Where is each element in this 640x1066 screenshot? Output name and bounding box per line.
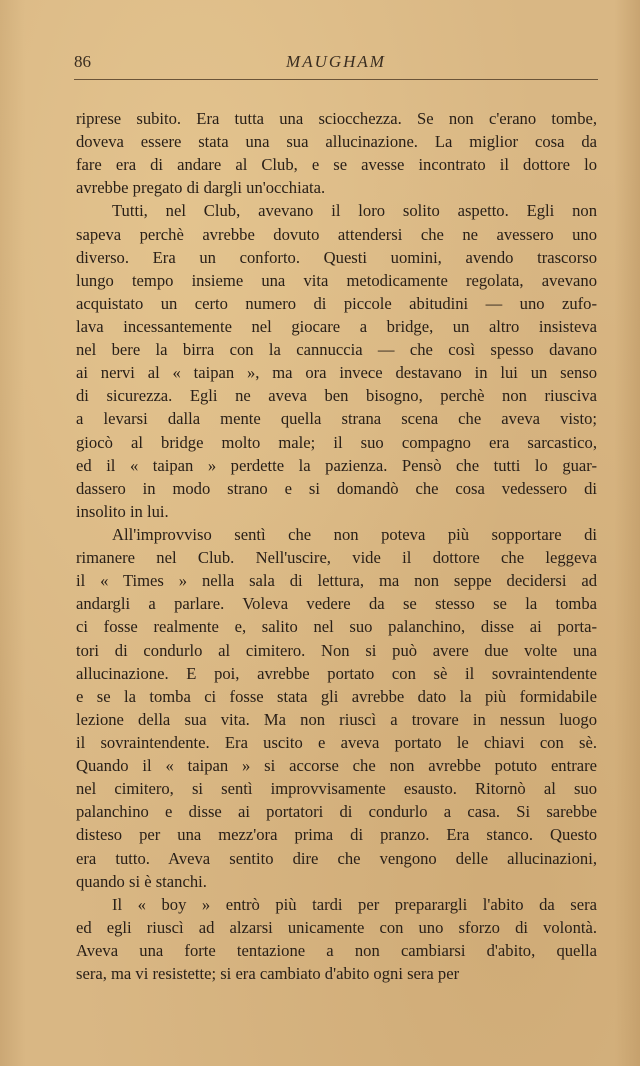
text-line: palanchino e disse ai portatori di condurlo a casa. Si sarebbe — [76, 802, 597, 822]
text-line: Tutti, nel Club, avevano il loro solito aspetto. Egli non — [112, 201, 597, 221]
text-line: nel cimitero, si sentì improvvisamente esausto. Ritornò al suo — [76, 779, 597, 799]
text-line: ai nervi al « taipan », ma ora invece destavano in lui un senso — [76, 363, 597, 383]
text-line: lungo tempo insieme una vita metodicamente regolata, avevano — [76, 270, 597, 290]
text-line: andargli a parlare. Voleva vedere da se stesso se la tomba — [76, 594, 597, 614]
text-line: ci fosse realmente e, salito nel suo palanchino, disse ai porta- — [76, 617, 597, 637]
text-line: lava incessantemente nel giocare a bridge, un altro insisteva — [76, 316, 597, 336]
running-title: MAUGHAM — [286, 52, 386, 71]
header-rule — [74, 79, 598, 80]
text-line: acquistato un certo numero di piccole abitudini — uno zufo- — [76, 293, 597, 313]
text-line: ed egli riuscì ad alzarsi unicamente con uno sforzo di volontà. — [76, 917, 597, 937]
text-line: avrebbe pregato di dargli un'occhiata. — [76, 178, 326, 198]
text-line: insolito in lui. — [76, 501, 169, 521]
text-line: giocò al bridge molto male; il suo compagno era sarcastico, — [76, 432, 597, 452]
text-line: disteso per una mezz'ora prima di pranzo. Era stanco. Questo — [76, 825, 597, 845]
page-header — [74, 50, 598, 76]
text-line: tori di condurlo al cimitero. Non si può avere due volte una — [76, 640, 597, 660]
body-text — [76, 107, 597, 985]
text-line: il « Times » nella sala di lettura, ma non seppe decidersi ad — [76, 571, 597, 591]
text-line: Il « boy » entrò più tardi per preparargli l'abito da sera — [112, 894, 597, 914]
paragraph — [76, 199, 597, 523]
text-line: dassero in modo strano e si domandò che cosa vedessero di — [76, 478, 597, 498]
paragraph — [76, 107, 597, 199]
text-line: allucinazione. E poi, avrebbe portato con sè il sovraintendente — [76, 663, 597, 683]
text-line: nel bere la birra con la cannuccia — che così spesso davano — [76, 340, 597, 360]
text-line: ed il « taipan » perdette la pazienza. Pensò che tutti lo guar- — [76, 455, 597, 475]
text-line: il sovraintendente. Era uscito e aveva portato le chiavi con sè. — [76, 732, 597, 752]
text-line: All'improvviso sentì che non poteva più sopportare di — [112, 524, 597, 544]
paragraph — [76, 523, 597, 893]
text-line: di sicurezza. Egli ne aveva ben bisogno, perchè non riusciva — [76, 386, 597, 406]
text-line: sapeva perchè avrebbe dovuto attendersi che ne avessero uno — [76, 224, 597, 244]
text-line: quando si è stanchi. — [76, 871, 207, 891]
text-line: a levarsi dalla mente quella strana scena che aveva visto; — [76, 409, 597, 429]
text-line: Aveva una forte tentazione a non cambiarsi d'abito, quella — [76, 940, 597, 960]
page-number: 86 — [74, 52, 91, 71]
text-line: e se la tomba ci fosse stata gli avrebbe dato la più formidabile — [76, 686, 597, 706]
text-line: era tutto. Aveva sentito dire che vengono delle allucinazioni, — [76, 848, 597, 868]
text-line: diverso. Era un conforto. Questi uomini, avendo trascorso — [76, 247, 597, 267]
text-line: fare era di andare al Club, e se avesse incontrato il dottore lo — [76, 155, 597, 175]
paragraph — [76, 893, 597, 985]
text-line: riprese subito. Era tutta una sciocchezza. Se non c'erano tombe, — [76, 109, 597, 128]
text-line: doveva essere stata una sua allucinazione. La miglior cosa da — [76, 132, 597, 152]
text-line: lezione della sua vita. Ma non riuscì a trovare in nessun luogo — [76, 709, 597, 729]
text-line: rimanere nel Club. Nell'uscire, vide il dottore che leggeva — [76, 548, 597, 568]
text-line: sera, ma vi resistette; si era cambiato d'abito ogni sera per — [76, 964, 460, 984]
text-line: Quando il « taipan » si accorse che non avrebbe potuto entrare — [76, 756, 597, 776]
